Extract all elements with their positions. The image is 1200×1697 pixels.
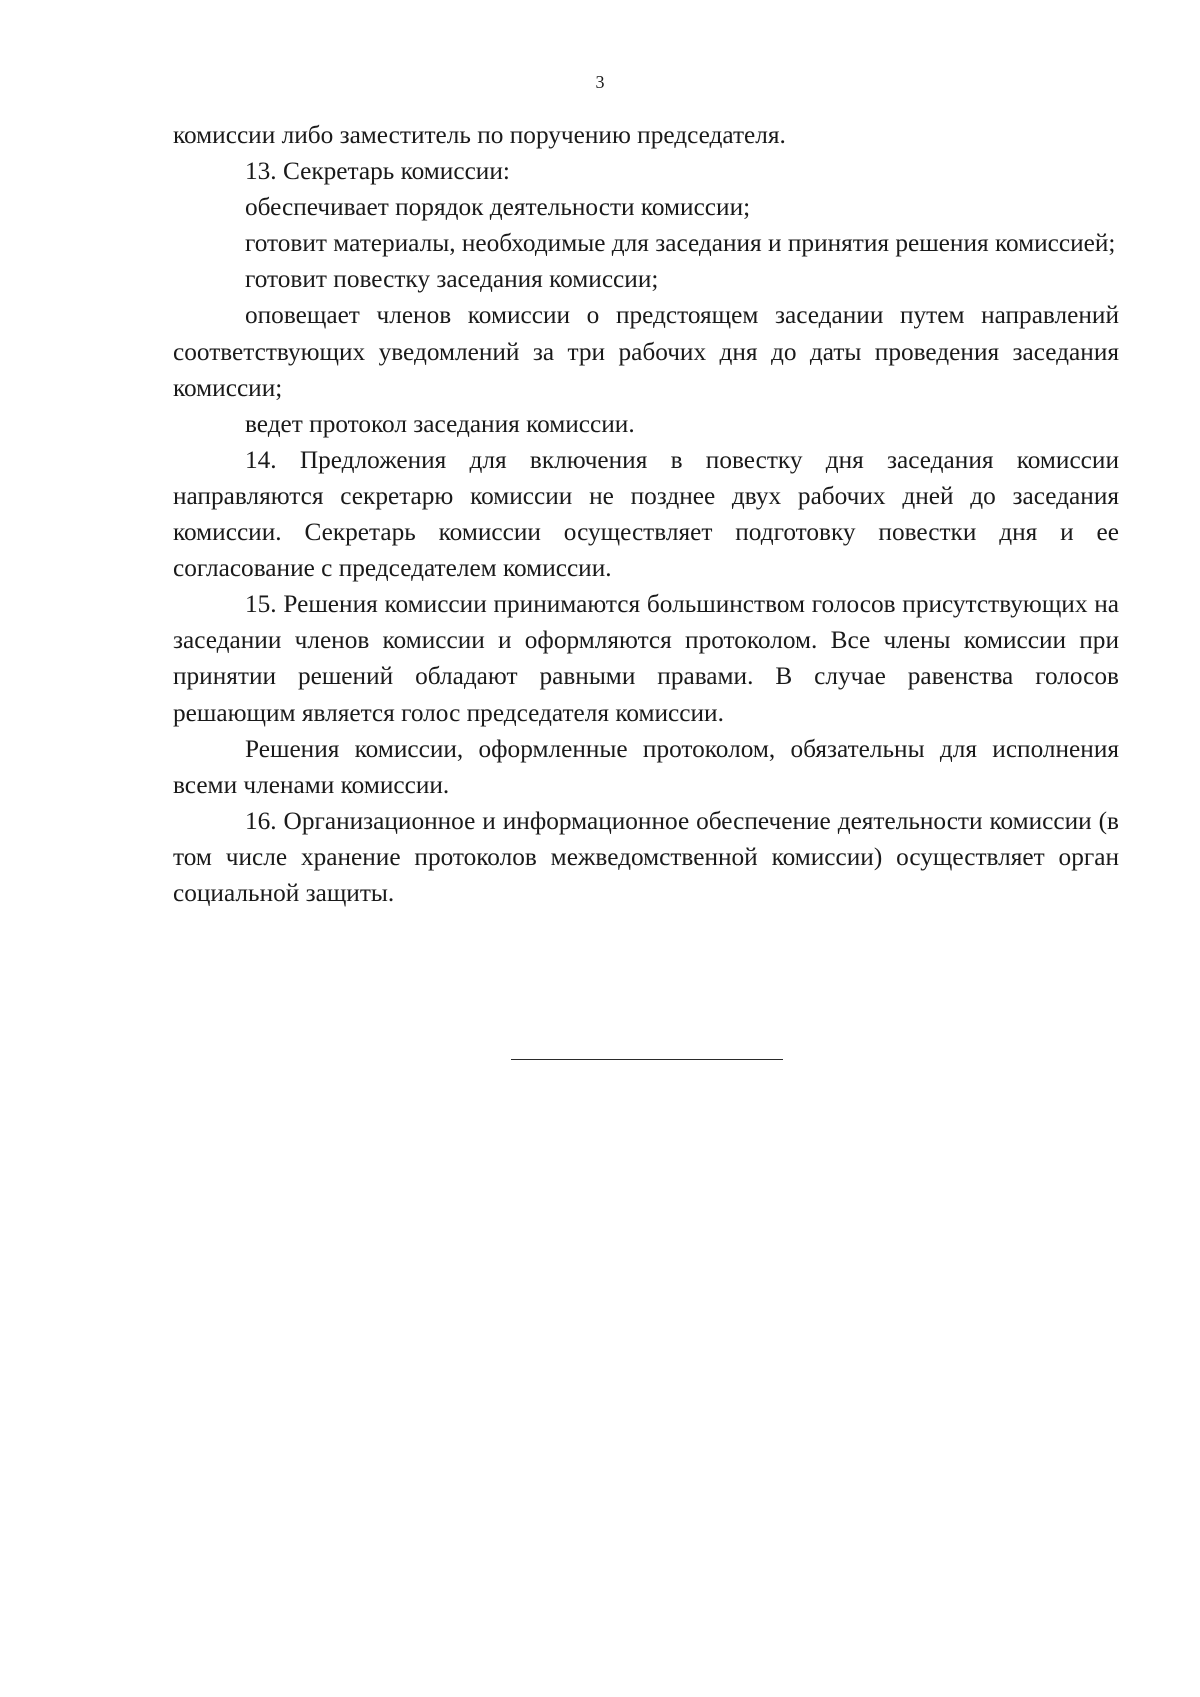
end-separator-line — [511, 1059, 783, 1060]
paragraph-item-13-heading: 13. Секретарь комиссии: — [245, 157, 510, 186]
paragraph-duty-materials: готовит материалы, необходимые для заседания и принятия решения комиссией; — [245, 229, 1116, 258]
paragraph-item-15: 15. Решения комиссии принимаются большинством голосов присутствующих на заседании членов комиссии и оформляются протоколом. Все члены комиссии при принятии решений обладают равными правами. В случае равенства голосов решающим является голос председателя комиссии. — [173, 590, 1119, 727]
document-body — [173, 117, 1119, 911]
paragraph-item-16: 16. Организационное и информационное обеспечение деятельности комиссии (в том числе хранение протоколов межведомственной комиссии) осуществляет орган социальной защиты. — [173, 806, 1119, 907]
paragraph-decisions-binding: Решения комиссии, оформленные протоколом, обязательны для исполнения всеми членами комиссии. — [173, 734, 1119, 799]
paragraph-duty-order: обеспечивает порядок деятельности комиссии; — [245, 193, 751, 222]
paragraph-continuation: комиссии либо заместитель по поручению председателя. — [173, 121, 786, 149]
page-number: 3 — [595, 72, 605, 92]
paragraph-item-14: 14. Предложения для включения в повестку дня заседания комиссии направляются секретарю комиссии не позднее двух рабочих дней до заседания комиссии. Секретарь комиссии осуществляет подготовку повестки дня и ее согласование с председателем комиссии. — [173, 445, 1119, 583]
paragraph-duty-notify: оповещает членов комиссии о предстоящем заседании путем направлений соответствующих уведомлений за три рабочих дня до даты проведения заседания комиссии; — [173, 301, 1119, 402]
paragraph-duty-agenda: готовит повестку заседания комиссии; — [245, 265, 659, 294]
paragraph-duty-minutes: ведет протокол заседания комиссии. — [245, 409, 635, 438]
